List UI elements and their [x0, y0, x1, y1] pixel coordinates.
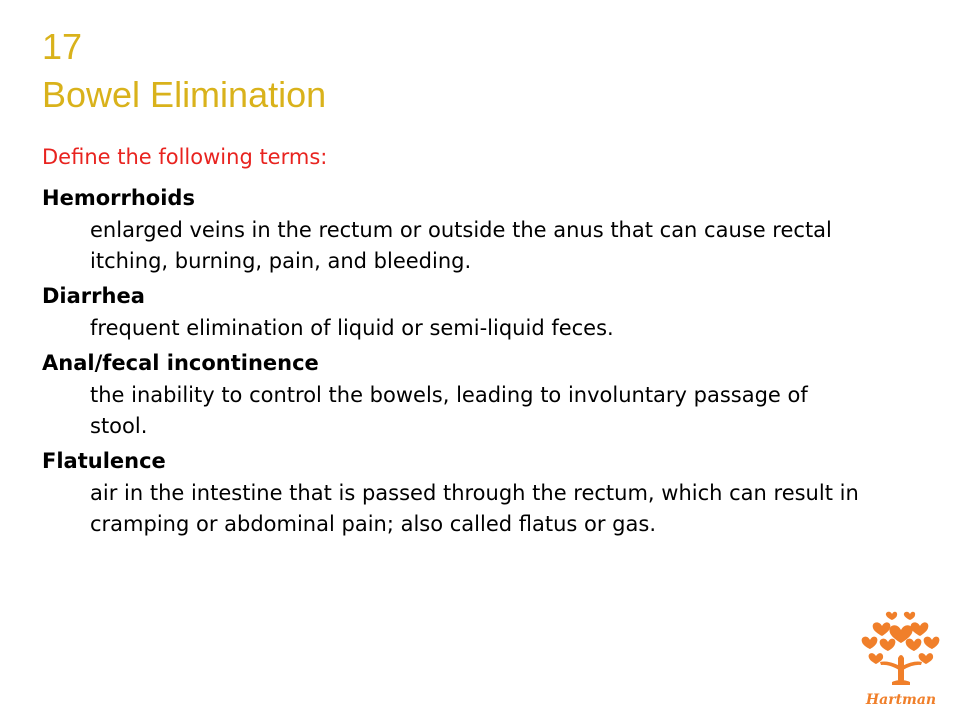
- hartman-wordmark: Hartman: [865, 692, 937, 708]
- hartman-logo: [856, 608, 946, 712]
- definition-diarrhea: frequent elimination of liquid or semi-liquid feces.: [90, 316, 614, 340]
- definition-hemorrhoids: enlarged veins in the rectum or outside the anus that can cause rectal itching, burning, pain, and bleeding.: [90, 218, 832, 273]
- heart-tree-icon: [856, 608, 946, 712]
- term-diarrhea: Diarrhea: [42, 284, 145, 308]
- slide-title: Bowel Elimination: [42, 74, 327, 115]
- slide-number: 17: [42, 26, 83, 67]
- term-hemorrhoids: Hemorrhoids: [42, 186, 195, 210]
- term-incontinence: Anal/fecal incontinence: [42, 351, 319, 375]
- term-flatulence: Flatulence: [42, 449, 166, 473]
- definition-incontinence: the inability to control the bowels, leading to involuntary passage of stool.: [90, 383, 808, 438]
- definition-flatulence: air in the intestine that is passed through the rectum, which can result in cramping or abdominal pain; also called flatus or gas.: [90, 481, 859, 536]
- terms-list: [42, 181, 932, 542]
- intro-text: Define the following terms:: [42, 145, 328, 169]
